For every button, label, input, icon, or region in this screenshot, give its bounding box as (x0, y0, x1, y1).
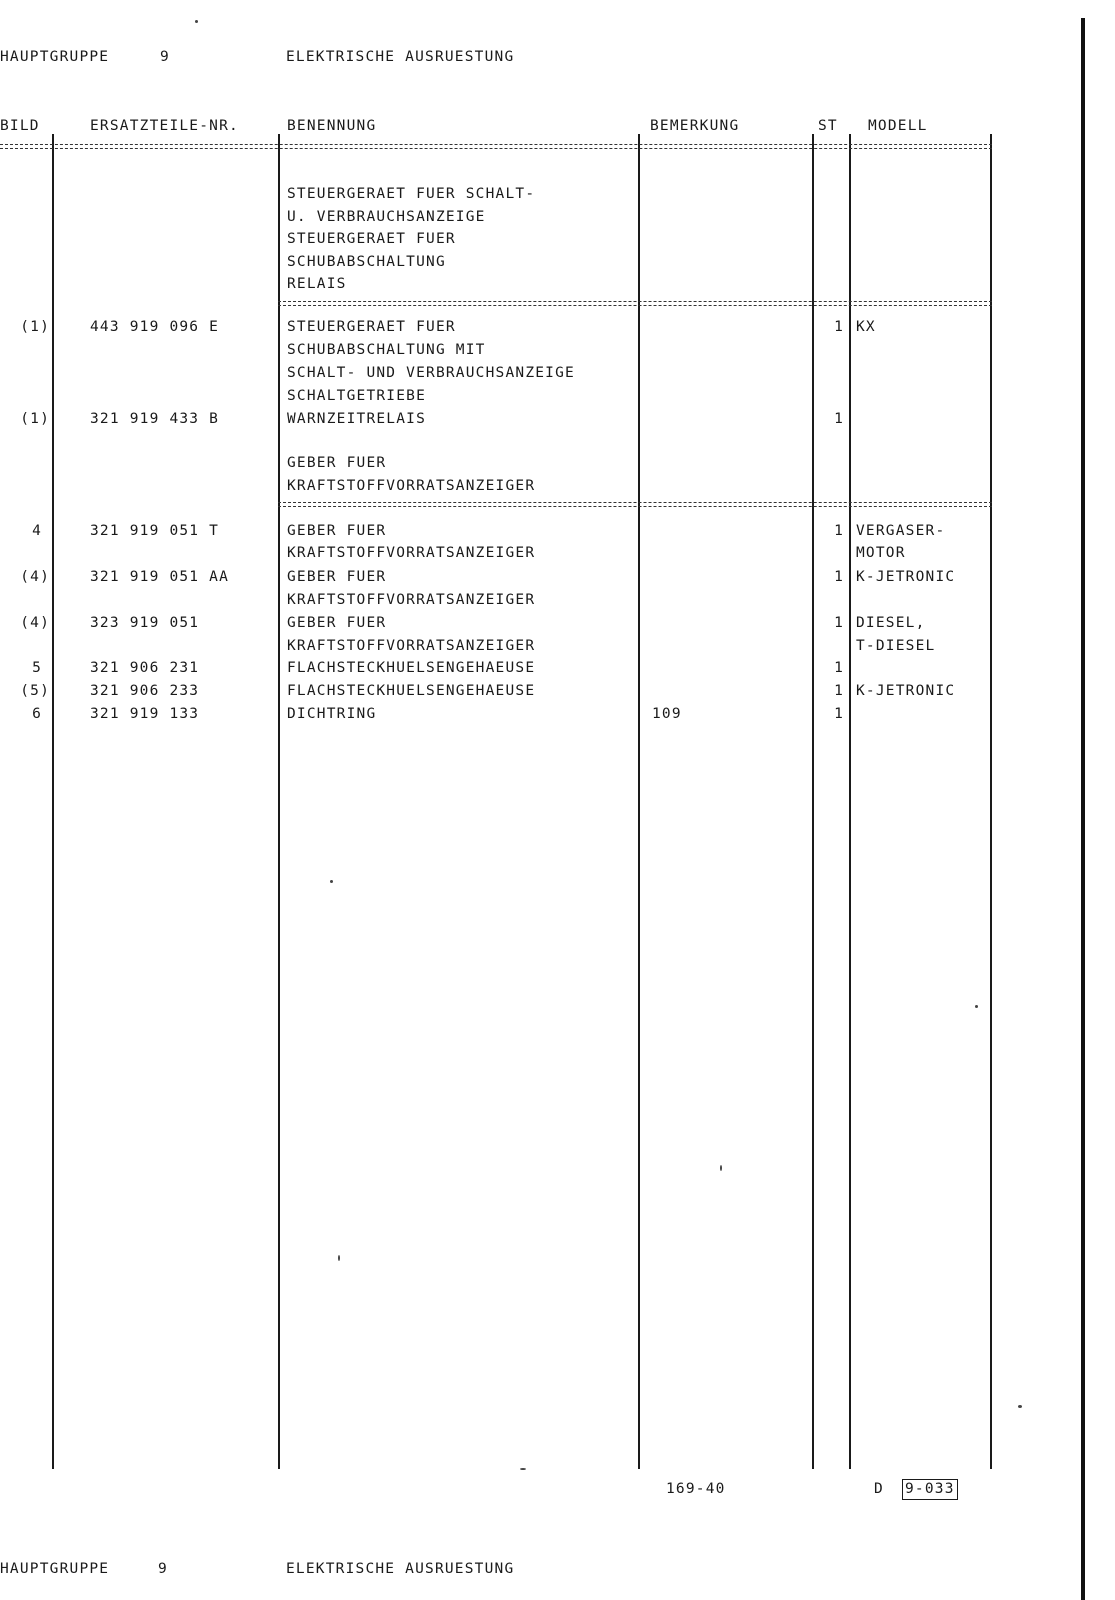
col-header-qty: ST (818, 118, 838, 134)
cell-qty: 1 (834, 569, 844, 585)
col-header-remark: BEMERKUNG (650, 118, 740, 134)
cell-qty: 1 (834, 319, 844, 335)
page-reference: 169-40 (666, 1481, 726, 1497)
cell-part-no: 321 919 051 AA (90, 569, 230, 585)
section-rule-1 (278, 301, 992, 306)
footer-group-label: HAUPTGRUPPE (0, 1561, 110, 1577)
scan-speck (1018, 1405, 1022, 1408)
cell-name: KRAFTSTOFFVORRATSANZEIGER (287, 545, 536, 561)
cell-model: K-JETRONIC (856, 569, 956, 585)
group-title: ELEKTRISCHE AUSRUESTUNG (286, 49, 515, 65)
sheet-prefix: D (874, 1481, 884, 1497)
cell-bild: (1) (20, 319, 50, 335)
cell-bild: (4) (20, 569, 50, 585)
col-divider-3 (638, 134, 640, 1469)
cell-bild: (4) (20, 615, 50, 631)
sheet-code-box: 9-033 (902, 1479, 958, 1500)
scan-speck (195, 20, 198, 23)
cell-model: T-DIESEL (856, 638, 936, 654)
cell-name: GEBER FUER (287, 615, 387, 631)
cell-qty: 1 (834, 706, 844, 722)
cell-part-no: 321 919 433 B (90, 411, 220, 427)
cell-name: KRAFTSTOFFVORRATSANZEIGER (287, 592, 536, 608)
cell-part-no: 321 919 133 (90, 706, 200, 722)
scan-speck (720, 1165, 722, 1171)
cell-name: DICHTRING (287, 706, 377, 722)
section-heading-line: SCHUBABSCHALTUNG (287, 254, 446, 270)
cell-name: STEUERGERAET FUER (287, 319, 456, 335)
cell-name: WARNZEITRELAIS (287, 411, 427, 427)
cell-name: SCHALTGETRIEBE (287, 388, 427, 404)
cell-part-no: 321 919 051 T (90, 523, 220, 539)
cell-part-no: 323 919 051 (90, 615, 200, 631)
col-header-bild: BILD (0, 118, 40, 134)
page-edge-bar (1081, 18, 1085, 1600)
cell-bild: (5) (20, 683, 50, 699)
scan-speck (975, 1005, 978, 1008)
scan-speck (330, 880, 333, 883)
cell-qty: 1 (834, 615, 844, 631)
cell-qty: 1 (834, 411, 844, 427)
cell-model: KX (856, 319, 876, 335)
cell-model: MOTOR (856, 545, 906, 561)
cell-bild: 6 (32, 706, 42, 722)
footer-group-title: ELEKTRISCHE AUSRUESTUNG (286, 1561, 515, 1577)
col-divider-2 (278, 134, 280, 1469)
cell-remark: 109 (652, 706, 682, 722)
cell-part-no: 443 919 096 E (90, 319, 220, 335)
subsection-heading-line: GEBER FUER (287, 455, 387, 471)
col-header-name: BENENNUNG (287, 118, 377, 134)
group-number: 9 (160, 49, 170, 65)
group-label: HAUPTGRUPPE (0, 49, 110, 65)
section-heading-line: STEUERGERAET FUER (287, 231, 456, 247)
subsection-heading-line: KRAFTSTOFFVORRATSANZEIGER (287, 478, 536, 494)
cell-bild: 4 (32, 523, 42, 539)
cell-model: K-JETRONIC (856, 683, 956, 699)
cell-name: FLACHSTECKHUELSENGEHAEUSE (287, 683, 536, 699)
cell-name: KRAFTSTOFFVORRATSANZEIGER (287, 638, 536, 654)
cell-part-no: 321 906 231 (90, 660, 200, 676)
footer-group-number: 9 (158, 1561, 168, 1577)
cell-qty: 1 (834, 660, 844, 676)
cell-model: VERGASER- (856, 523, 946, 539)
col-header-part-no: ERSATZTEILE-NR. (90, 118, 239, 134)
cell-bild: 5 (32, 660, 42, 676)
cell-model: DIESEL, (856, 615, 926, 631)
col-divider-1 (52, 134, 54, 1469)
header-rule (0, 144, 992, 149)
scan-speck (338, 1255, 340, 1261)
section-rule-2 (278, 502, 992, 507)
section-heading-line: U. VERBRAUCHSANZEIGE (287, 209, 486, 225)
cell-name: FLACHSTECKHUELSENGEHAEUSE (287, 660, 536, 676)
cell-bild: (1) (20, 411, 50, 427)
cell-qty: 1 (834, 523, 844, 539)
section-heading-line: RELAIS (287, 276, 347, 292)
cell-qty: 1 (834, 683, 844, 699)
col-divider-5 (849, 134, 851, 1469)
cell-name: GEBER FUER (287, 523, 387, 539)
scan-speck (520, 1468, 526, 1470)
section-heading-line: STEUERGERAET FUER SCHALT- (287, 186, 536, 202)
cell-name: GEBER FUER (287, 569, 387, 585)
cell-name: SCHALT- UND VERBRAUCHSANZEIGE (287, 365, 575, 381)
cell-part-no: 321 906 233 (90, 683, 200, 699)
cell-name: SCHUBABSCHALTUNG MIT (287, 342, 486, 358)
col-header-model: MODELL (868, 118, 928, 134)
col-divider-6 (990, 134, 992, 1469)
